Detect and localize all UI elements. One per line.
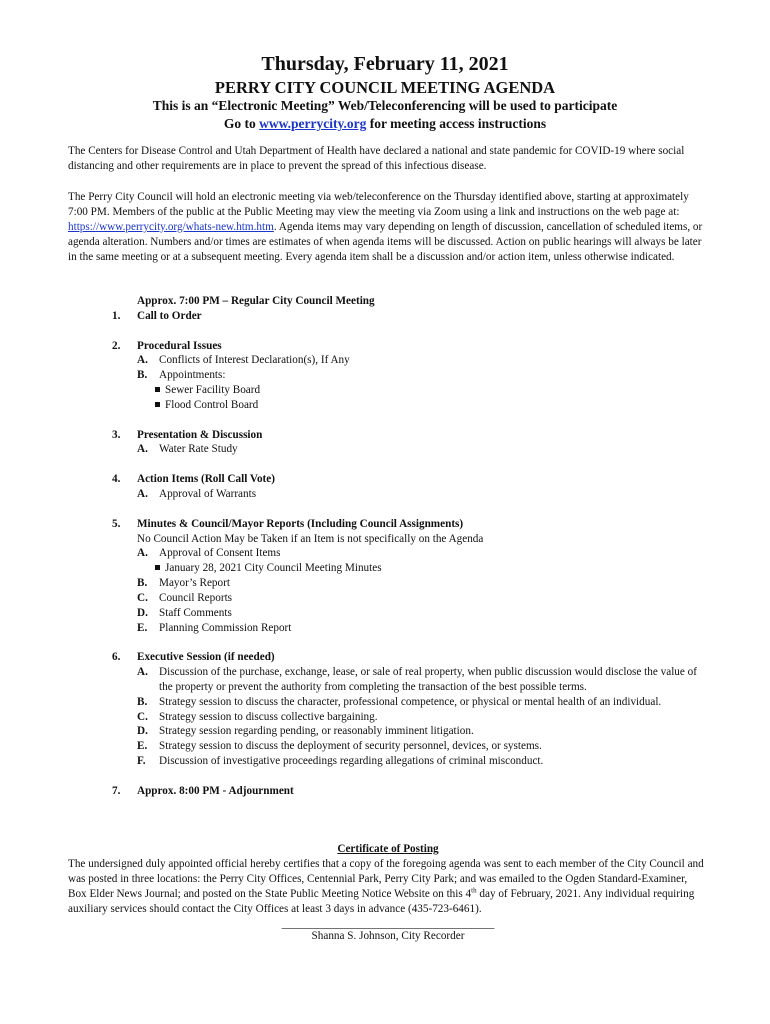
whats-new-link[interactable]: https://www.perrycity.org/whats-new.htm.htm	[68, 220, 274, 233]
covid-notice-paragraph: The Centers for Disease Control and Utah Department of Health have declared a national and state pandemic for COVID-19 where social distancing and other requirements are in place to prevent the spread of this infectious disease.	[68, 145, 685, 172]
sub-letter: A.	[137, 487, 148, 500]
bullet-item	[137, 561, 712, 576]
sub-text: Strategy session regarding pending, or reasonably imminent litigation.	[159, 725, 474, 738]
signature-line: ______________________________________	[281, 917, 495, 930]
item-title: Procedural Issues	[137, 339, 222, 352]
sub-text: Approval of Consent Items	[159, 547, 281, 560]
go-suffix: for meeting access instructions	[366, 116, 547, 131]
sub-letter: E.	[137, 621, 148, 634]
sub-letter: D.	[137, 725, 148, 738]
sub-letter: A.	[137, 354, 148, 367]
sub-text: Mayor’s Report	[159, 577, 230, 590]
access-instructions-line	[0, 115, 770, 133]
sub-letter: F.	[137, 755, 146, 768]
agenda-title: PERRY CITY COUNCIL MEETING AGENDA	[214, 78, 556, 97]
sub-item	[137, 754, 712, 769]
sub-text: Planning Commission Report	[159, 621, 292, 634]
sub-item	[137, 546, 712, 561]
meeting-info-text-1: The Perry City Council will hold an electronic meeting via web/teleconference on the Thursday identified above, starting at approximately 7:00 PM. Members of the public at the Public Meeting may view the meeting via Zoom using a link and instructions on the web page at:	[68, 191, 689, 218]
sub-text: Strategy session to discuss the deployment of security personnel, devices, or systems.	[159, 740, 542, 753]
bullet-text: Flood Control Board	[165, 398, 259, 411]
sub-letter: B.	[137, 577, 148, 590]
item-title: Approx. 8:00 PM - Adjournment	[137, 784, 294, 797]
sub-item	[137, 368, 712, 383]
bullet-item	[137, 383, 712, 398]
sub-letter: A.	[137, 666, 148, 679]
sub-letter: C.	[137, 591, 148, 604]
signer-name: Shanna S. Johnson, City Recorder	[311, 929, 465, 942]
item-number: 5.	[112, 517, 121, 530]
sub-text: Strategy session to discuss collective bargaining.	[159, 710, 378, 723]
sub-item	[137, 606, 712, 621]
sub-letter: A.	[137, 443, 148, 456]
item-title: Presentation & Discussion	[137, 428, 263, 441]
item-number: 7.	[112, 784, 121, 797]
sub-item	[137, 487, 712, 502]
sub-item	[137, 442, 712, 457]
square-bullet-icon	[155, 565, 160, 570]
sub-letter: B.	[137, 369, 148, 382]
agenda-list	[112, 294, 712, 799]
bullet-text: January 28, 2021 City Council Meeting Minutes	[165, 562, 382, 575]
sub-letter: D.	[137, 606, 148, 619]
sub-text: Staff Comments	[159, 606, 232, 619]
meeting-info-paragraph	[68, 190, 708, 265]
item-title: Minutes & Council/Mayor Reports (Including Council Assignments)	[137, 517, 464, 530]
certificate-body	[68, 857, 708, 917]
sub-text: Approval of Warrants	[159, 487, 257, 500]
sub-letter: B.	[137, 695, 148, 708]
agenda-item-5	[112, 517, 712, 636]
sub-text: Discussion of investigative proceedings regarding allegations of criminal misconduct.	[159, 755, 544, 768]
square-bullet-icon	[155, 387, 160, 392]
agenda-item-3	[112, 428, 712, 458]
sub-text: Water Rate Study	[159, 443, 238, 456]
meeting-date: Thursday, February 11, 2021	[261, 53, 509, 75]
item-number: 2.	[112, 339, 121, 352]
sub-text: Discussion of the purchase, exchange, lease, or sale of real property, when public discussion would disclose the value of the property or prevent the authority from completing the transaction of the best possible terms.	[159, 666, 697, 693]
item-title: Call to Order	[137, 309, 202, 322]
certificate-title: Certificate of Posting	[337, 843, 439, 855]
item-title: Action Items (Roll Call Vote)	[137, 473, 275, 486]
sub-text: Appointments:	[159, 369, 226, 382]
session-heading: Approx. 7:00 PM – Regular City Council Meeting	[137, 295, 375, 307]
sub-item	[137, 591, 712, 606]
bullet-item	[137, 398, 712, 413]
square-bullet-icon	[155, 402, 160, 407]
sub-text: Conflicts of Interest Declaration(s), If Any	[159, 354, 350, 367]
sub-text: Council Reports	[159, 591, 233, 604]
ordinal-suffix: th	[471, 885, 477, 894]
item-title: Executive Session (if needed)	[137, 651, 275, 664]
sub-letter: C.	[137, 710, 148, 723]
item-number: 3.	[112, 428, 121, 441]
sub-letter: A.	[137, 547, 148, 560]
agenda-item-2	[112, 339, 712, 413]
sub-item	[137, 621, 712, 636]
agenda-item-6	[112, 650, 712, 769]
go-prefix: Go to	[223, 116, 260, 131]
sub-item	[137, 710, 712, 725]
sub-item	[137, 665, 712, 695]
electronic-meeting-notice: This is an “Electronic Meeting” Web/Teleconferencing will be used to participate	[152, 98, 618, 113]
certificate-of-posting	[68, 842, 708, 943]
item-number: 1.	[112, 309, 121, 322]
bullet-text: Sewer Facility Board	[165, 384, 261, 397]
meeting-info-text-2: . Agenda items may vary depending on length of discussion, cancellation of scheduled items, or agenda alteration. Numbers and/or times are estimates of when agenda items will be discussed. Action on public hearings will always be later in the same meeting or at a subsequent meeting. Every agenda item shall be a discussion and/or action item, unless otherwise indicated.	[68, 220, 703, 263]
item-number: 6.	[112, 651, 121, 664]
sub-item	[137, 724, 712, 739]
agenda-item-4	[112, 472, 712, 502]
certificate-text-1: The undersigned duly appointed official hereby certifies that a copy of the foregoing agenda was sent to each member of the City Council and was posted in three locations: the Perry City Offices, Centennial Park, Perry City Park; and was emailed to the Ogden Standard-Examiner, Box Elder News Journal; and posted on the State Public Meeting Notice Website on this 4	[68, 857, 704, 900]
sub-item	[137, 353, 712, 368]
item-number: 4.	[112, 473, 121, 486]
sub-item	[137, 576, 712, 591]
perrycity-website-link[interactable]: www.perrycity.org	[259, 116, 367, 131]
certificate-text-2: day of February, 2021. Any individual requiring auxiliary services should contact the City Offices at least 3 days in advance (435-723-6461).	[68, 887, 695, 915]
agenda-item-1	[112, 294, 712, 324]
agenda-item-7	[112, 784, 712, 799]
sub-letter: E.	[137, 740, 148, 753]
sub-item	[137, 739, 712, 754]
item-note: No Council Action May be Taken if an Item is not specifically on the Agenda	[137, 532, 484, 545]
sub-text: Strategy session to discuss the character, professional competence, or physical or mental health of an individual.	[159, 695, 662, 708]
sub-item	[137, 695, 712, 710]
